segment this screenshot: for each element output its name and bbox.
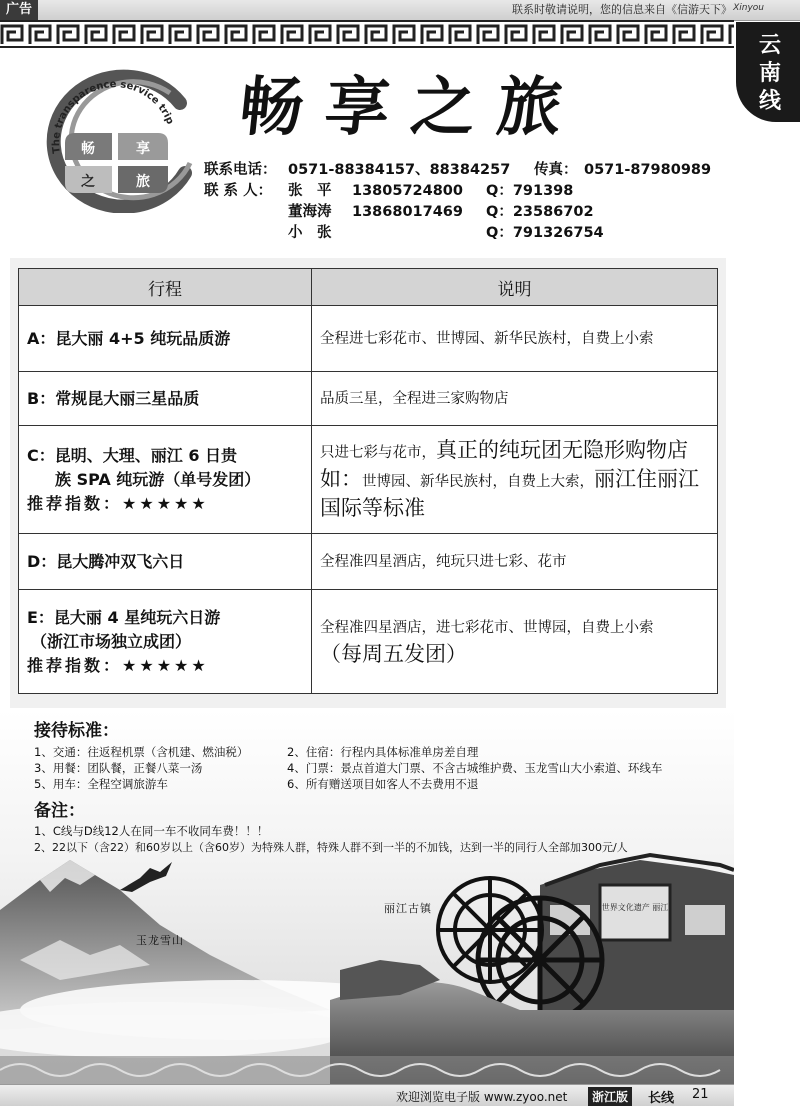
- route-c: [19, 426, 312, 534]
- eagle-silhouette: [120, 862, 172, 892]
- standards-title: 接待标准：: [34, 721, 119, 741]
- person-name: 董海涛: [288, 204, 332, 220]
- phone-number: 0571-88384157、88384257: [288, 162, 511, 178]
- route-c-line2: 族 SPA 纯玩游（单号发团）: [55, 469, 261, 489]
- publisher-logo: Xinyou: [733, 3, 764, 13]
- standard-item: 2、住宿：行程内具体标准单房差自理: [287, 745, 479, 759]
- route-e-line1: E：昆大丽 4 星纯玩六日游: [27, 607, 221, 627]
- person-name: 小 张: [288, 225, 332, 241]
- decorative-border: [0, 20, 734, 48]
- footer-welcome: 欢迎浏览电子版 www.zyoo.net: [396, 1090, 568, 1104]
- route-c-desc-part1: 只进七彩与花市，: [320, 445, 436, 461]
- route-e-schedule: （每周五发团）: [320, 641, 467, 666]
- route-a-desc: 全程进七彩花市、世博园、新华民族村，自费上小索: [312, 306, 718, 372]
- footer-section: 长线: [648, 1091, 675, 1106]
- column-header-route: 行程: [19, 269, 312, 306]
- table-header-row: [19, 269, 718, 306]
- info-and-scenery: [0, 710, 734, 1084]
- route-d-desc: 全程准四星酒店，纯玩只进七彩、花市: [312, 534, 718, 590]
- emblem-char-2: 享: [136, 141, 150, 157]
- itinerary-frame: [10, 258, 726, 708]
- person-name: 张 平: [288, 183, 332, 199]
- route-e-line2: （浙江市场独立成团）: [31, 631, 192, 651]
- table-row: [19, 372, 718, 426]
- person-qq: Q：791398: [486, 183, 574, 199]
- source-notice: 联系时敬请说明，您的信息来自《信游天下》: [512, 3, 732, 16]
- fax-number: 0571-87980989: [584, 162, 712, 178]
- table-row: [19, 534, 718, 590]
- brand-emblem: [30, 63, 200, 213]
- table-row: [19, 426, 718, 534]
- fax-label: 传真：: [534, 162, 578, 178]
- category-label: 云南线: [758, 33, 781, 114]
- route-c-desc: [312, 426, 718, 534]
- emblem-arc-text: The transparence service trip: [51, 79, 176, 155]
- emblem-char-1: 畅: [81, 141, 95, 157]
- route-b-desc: 品质三星，全程进三家购物店: [312, 372, 718, 426]
- mountain-label: 玉龙雪山: [136, 934, 184, 947]
- person-label: 联 系 人：: [204, 183, 273, 199]
- standard-item: 6、所有赠送项目如客人不去费用不退: [287, 777, 479, 791]
- route-c-desc-part2: 世博园、新华民族村，自费上大索，: [362, 474, 594, 490]
- brand-title: 畅享之旅: [235, 70, 588, 145]
- note-item: 2、22以下（含22）和60岁以上（含60岁）为特殊人群，特殊人群不到一半的不加钱，达到一半的同行人全部加300元/人: [34, 841, 628, 854]
- water-wheel: [438, 878, 542, 982]
- person-phone: 13868017469: [352, 204, 463, 220]
- note-item: 1、C线与D线12人在同一车不收同车费！！！: [34, 824, 269, 838]
- route-b: B：常规昆大丽三星品质: [19, 372, 312, 426]
- phone-label: 联系电话：: [204, 162, 277, 178]
- ad-label: 广告: [0, 0, 38, 20]
- standard-item: 4、门票：景点首道大门票、不含古城维护费、玉龙雪山大小索道、环线车: [287, 761, 663, 775]
- route-e: [19, 590, 312, 694]
- standard-item: 1、交通：往返程机票（含机建、燃油税）: [34, 745, 249, 759]
- route-e-desc-text: 全程准四星酒店，进七彩花市、世博园，自费上小索: [320, 619, 654, 636]
- footer-edition: 浙江版: [588, 1087, 632, 1106]
- route-c-rating: 推荐指数：★★★★★: [27, 493, 209, 513]
- person-phone: 13805724800: [352, 183, 463, 199]
- route-a: A：昆大丽 4+5 纯玩品质游: [19, 306, 312, 372]
- table-row: [19, 306, 718, 372]
- emblem-char-4: 旅: [136, 174, 150, 190]
- person-qq: Q：23586702: [486, 204, 594, 220]
- table-row: [19, 590, 718, 694]
- standard-item: 5、用车：全程空调旅游车: [34, 777, 168, 791]
- top-bar: [0, 0, 800, 21]
- route-e-desc: [312, 590, 718, 694]
- route-c-desc-highlight2: 丽江住丽江国际等标准: [320, 467, 699, 520]
- page-number: 21: [692, 1087, 709, 1102]
- emblem-char-3: 之: [81, 174, 95, 190]
- gate-plaque: [600, 885, 670, 940]
- gate-plaque-text: 世界文化遗产 丽江: [601, 903, 669, 912]
- column-header-description: 说明: [312, 269, 718, 306]
- header: [0, 48, 734, 243]
- category-tab: [736, 22, 800, 122]
- route-c-line1: C：昆明、大理、丽江 6 日贵: [27, 445, 238, 465]
- person-qq: Q：791326754: [486, 225, 604, 241]
- town-label: 丽江古镇: [384, 902, 432, 915]
- route-d: D：昆大腾冲双飞六日: [19, 534, 312, 590]
- route-e-rating: 推荐指数：★★★★★: [27, 655, 209, 675]
- route-c-desc-highlight1: 真正的纯玩团无隐形购物店如：: [320, 438, 688, 491]
- notes-title: 备注：: [34, 801, 85, 821]
- standard-item: 3、用餐：团队餐，正餐八菜一汤: [34, 761, 203, 775]
- itinerary-table: [18, 268, 718, 694]
- footer: [0, 1084, 734, 1106]
